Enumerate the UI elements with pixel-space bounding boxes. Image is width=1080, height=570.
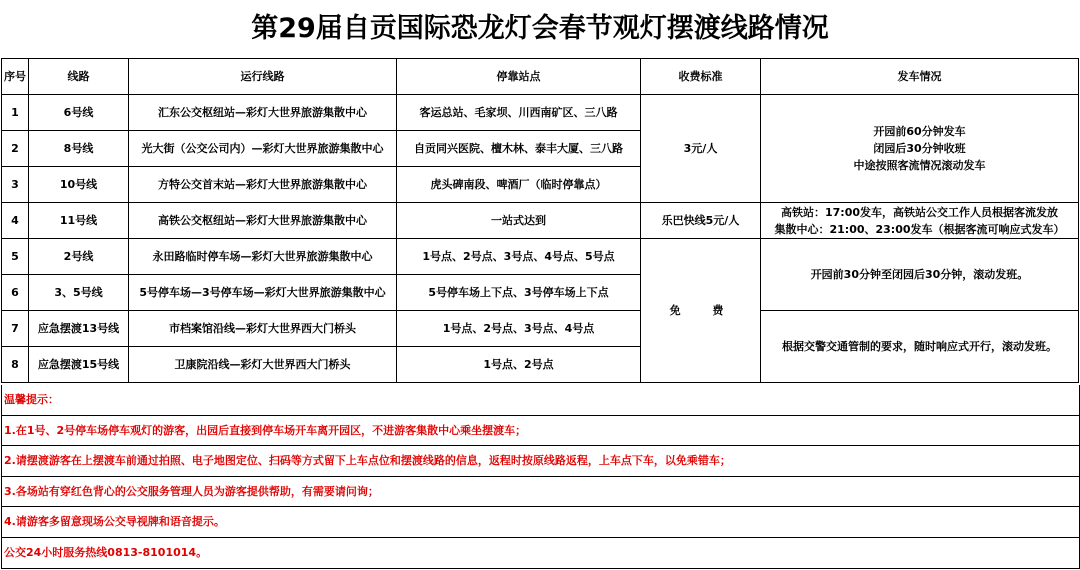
table-header-row xyxy=(2,59,1079,95)
cell-line: 6号线 xyxy=(29,95,129,131)
header-schedule: 发车情况 xyxy=(761,59,1079,95)
cell-route: 汇东公交枢纽站—彩灯大世界旅游集散中心 xyxy=(129,95,397,131)
header-route: 运行线路 xyxy=(129,59,397,95)
cell-no: 8 xyxy=(2,347,29,383)
cell-stops: 虎头碑南段、啤酒厂（临时停靠点） xyxy=(397,167,641,203)
cell-line: 2号线 xyxy=(29,239,129,275)
note-item: 3.各场站有穿红色背心的公交服务管理人员为游客提供帮助，有需要请问询； xyxy=(2,477,1079,508)
note-item: 2.请摆渡游客在上摆渡车前通过拍照、电子地图定位、扫码等方式留下上车点位和摆渡线路的信息，返程时按原线路返程，上车点下车，以免乘错车； xyxy=(2,446,1079,477)
page-title: 第29届自贡国际恐龙灯会春节观灯摆渡线路情况 xyxy=(251,13,829,44)
table-row xyxy=(2,239,1079,275)
schedule-line: 高铁站：17:00发车，高铁站公交工作人员根据客流发放 xyxy=(780,205,1058,219)
cell-fare-group2: 免 费 xyxy=(641,239,761,383)
cell-line: 应急摆渡15号线 xyxy=(29,347,129,383)
cell-route: 光大街（公交公司内）—彩灯大世界旅游集散中心 xyxy=(129,131,397,167)
schedule-line: 开园前60分钟发车 xyxy=(873,125,966,138)
schedule-line: 中途按照客流情况滚动发车 xyxy=(853,159,986,172)
table-row xyxy=(2,311,1079,347)
cell-fare-row4: 乐巴快线5元/人 xyxy=(641,203,761,239)
cell-route: 市档案馆沿线—彩灯大世界西大门桥头 xyxy=(129,311,397,347)
cell-route: 5号停车场—3号停车场—彩灯大世界旅游集散中心 xyxy=(129,275,397,311)
cell-fare-group1: 3元/人 xyxy=(641,95,761,203)
cell-no: 2 xyxy=(2,131,29,167)
cell-no: 7 xyxy=(2,311,29,347)
cell-stops: 1号点、2号点、3号点、4号点 xyxy=(397,311,641,347)
table-row xyxy=(2,203,1079,239)
cell-no: 3 xyxy=(2,167,29,203)
cell-route: 永田路临时停车场—彩灯大世界旅游集散中心 xyxy=(129,239,397,275)
header-line: 线路 xyxy=(29,59,129,95)
cell-route: 卫康院沿线—彩灯大世界西大门桥头 xyxy=(129,347,397,383)
route-table xyxy=(1,58,1079,383)
cell-schedule-group2: 开园前30分钟至闭园后30分钟，滚动发班。 xyxy=(761,239,1079,311)
notes-section xyxy=(1,385,1080,569)
cell-no: 1 xyxy=(2,95,29,131)
cell-route: 方特公交首末站—彩灯大世界旅游集散中心 xyxy=(129,167,397,203)
cell-stops: 一站式达到 xyxy=(397,203,641,239)
cell-route: 高铁公交枢纽站—彩灯大世界旅游集散中心 xyxy=(129,203,397,239)
cell-schedule-group3: 根据交警交通管制的要求，随时响应式开行，滚动发班。 xyxy=(761,311,1079,383)
cell-line: 10号线 xyxy=(29,167,129,203)
cell-schedule-row4 xyxy=(761,203,1079,239)
header-stops: 停靠站点 xyxy=(397,59,641,95)
cell-stops: 1号点、2号点、3号点、4号点、5号点 xyxy=(397,239,641,275)
cell-stops: 1号点、2号点 xyxy=(397,347,641,383)
cell-stops: 5号停车场上下点、3号停车场上下点 xyxy=(397,275,641,311)
note-item: 1.在1号、2号停车场停车观灯的游客，出园后直接到停车场开车离开园区，不进游客集散中心乘坐摆渡车； xyxy=(2,416,1079,447)
cell-no: 5 xyxy=(2,239,29,275)
header-no: 序号 xyxy=(2,59,29,95)
cell-line: 8号线 xyxy=(29,131,129,167)
cell-stops: 客运总站、毛家坝、川西南矿区、三八路 xyxy=(397,95,641,131)
table-row xyxy=(2,95,1079,131)
cell-stops: 自贡同兴医院、檀木林、泰丰大厦、三八路 xyxy=(397,131,641,167)
cell-schedule-group1 xyxy=(761,95,1079,203)
cell-line: 11号线 xyxy=(29,203,129,239)
schedule-line: 闭园后30分钟收班 xyxy=(873,142,966,155)
notes-heading: 温馨提示： xyxy=(2,385,1079,416)
cell-no: 4 xyxy=(2,203,29,239)
schedule-line: 集散中心：21:00、23:00发车（根据客流可响应式发车） xyxy=(774,222,1065,236)
note-item: 4.请游客多留意现场公交导视牌和语音提示。 xyxy=(2,507,1079,538)
cell-line: 应急摆渡13号线 xyxy=(29,311,129,347)
cell-line: 3、5号线 xyxy=(29,275,129,311)
service-hotline: 公交24小时服务热线0813-8101014。 xyxy=(2,538,1079,569)
header-fare: 收费标准 xyxy=(641,59,761,95)
cell-no: 6 xyxy=(2,275,29,311)
